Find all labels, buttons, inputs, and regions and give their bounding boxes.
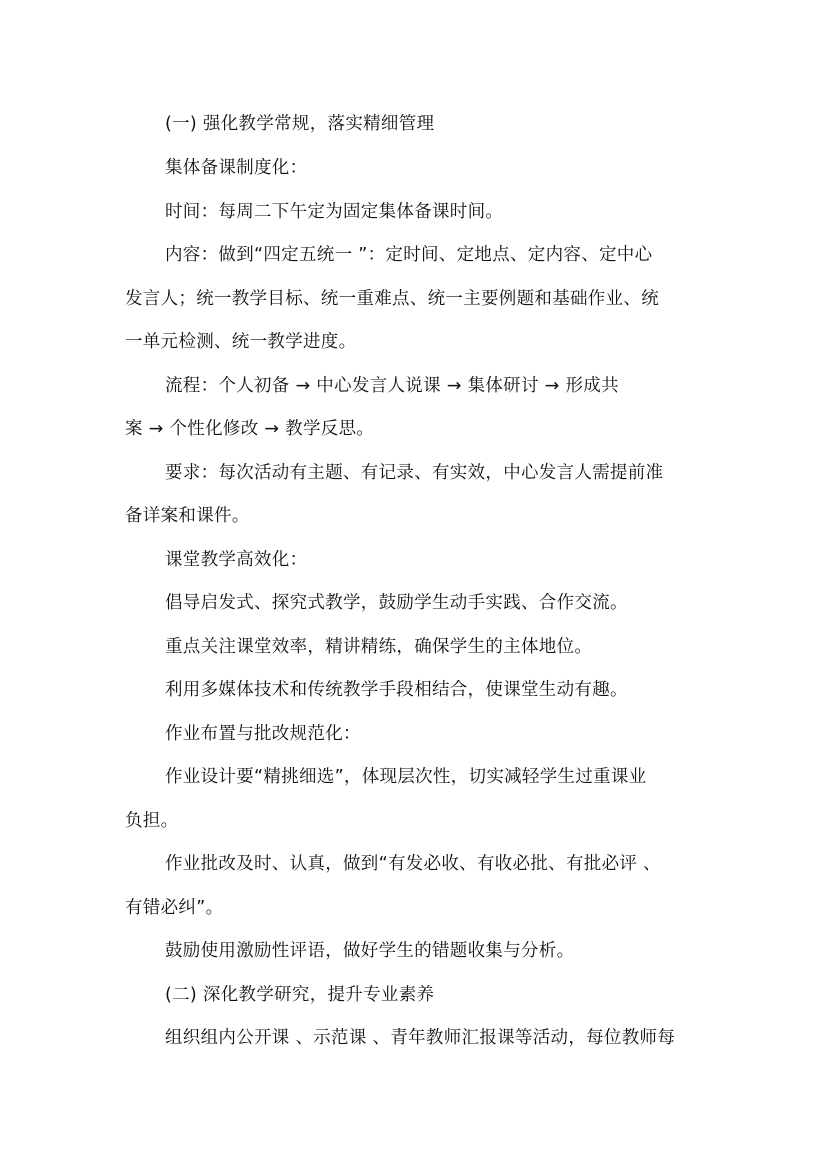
paragraph-line: 利用多媒体技术和传统教学手段相结合，使课堂生动有趣。: [165, 680, 628, 700]
paragraph-line: 发言人；统一教学目标、统一重难点、统一主要例题和基础作业、统: [125, 289, 659, 309]
paragraph-line: 流程：个人初备 → 中心发言人说课 → 集体研讨 → 形成共: [165, 376, 619, 396]
paragraph-line: 作业批改及时、认真，做到“有发必收、有收必批、有批必评 、: [165, 854, 661, 874]
section-heading-2: (二) 深化教学研究，提升专业素养: [165, 985, 435, 1005]
subheading-collective-prep: 集体备课制度化：: [165, 158, 308, 178]
paragraph-line: 作业设计要“精挑细选”，体现层次性，切实减轻学生过重课业: [165, 767, 647, 787]
paragraph-line: 内容：做到“四定五统一 ”：定时间、定地点、定内容、定中心: [165, 245, 653, 265]
paragraph-line: 负担。: [125, 811, 179, 831]
subheading-classroom: 课堂教学高效化：: [165, 550, 308, 570]
paragraph-line: 备详案和课件。: [125, 506, 250, 526]
paragraph-line: 重点关注课堂效率，精讲精练，确保学生的主体地位。: [165, 637, 593, 657]
paragraph-line: 组织组内公开课 、示范课 、青年教师汇报课等活动，每位教师每: [165, 1028, 676, 1048]
paragraph-line: 时间：每周二下午定为固定集体备课时间。: [165, 202, 504, 222]
paragraph-line: 鼓励使用激励性评语，做好学生的错题收集与分析。: [165, 941, 575, 961]
paragraph-line: 倡导启发式、探究式教学，鼓励学生动手实践、合作交流。: [165, 593, 628, 613]
section-heading-1: (一) 强化教学常规，落实精细管理: [165, 114, 435, 134]
subheading-homework: 作业布置与批改规范化：: [165, 724, 361, 744]
paragraph-line: 案 → 个性化修改 → 教学反思。: [125, 419, 375, 439]
paragraph-line: 要求：每次活动有主题、有记录、有实效，中心发言人需提前准: [165, 463, 664, 483]
paragraph-line: 有错必纠”。: [125, 898, 224, 918]
paragraph-line: 一单元检测、统一教学进度。: [125, 332, 357, 352]
